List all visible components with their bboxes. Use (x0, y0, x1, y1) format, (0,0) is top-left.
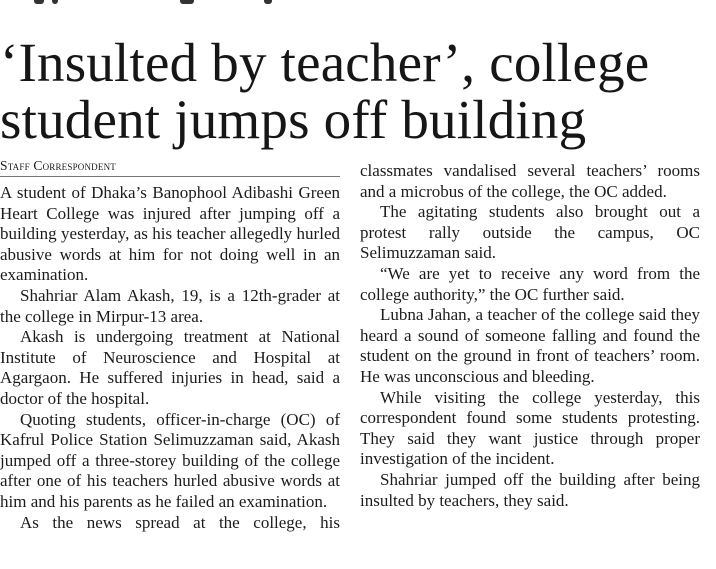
paragraph: A student of Dhaka’s Banophool Adibashi Green Heart College was injured after jumping off a building yesterday, as his teacher allegedly hurled abusive words at him for not doing well in an examination. (0, 183, 340, 285)
paragraph: Quoting students, officer-in-charge (OC) of Kafrul Police Station Selimuzzaman said, Akash jumped off a three-storey building of the college after one of his teachers hurled abusive words at him and his parents as he failed an examination. (0, 409, 340, 511)
paragraph: The agitating students also brought out a protest rally outside the campus, OC Selimuzzaman said. (360, 202, 700, 263)
paragraph: Akash is undergoing treatment at National Institute of Neuroscience and Hospital at Agargaon. He suffered injuries in head, said a doctor of the hospital. (0, 327, 340, 408)
byline: Staff Correspondent (0, 158, 116, 173)
article-headline (0, 34, 716, 148)
paragraph: Shahriar Alam Akash, 19, is a 12th-grader at the college in Mirpur-13 area. (0, 285, 340, 326)
paragraph: “We are yet to receive any word from the college authority,” the OC further said. (360, 263, 700, 304)
article-column-right (360, 161, 700, 511)
article-column-left (0, 183, 340, 533)
byline-divider (0, 176, 340, 177)
headline-line-2: student jumps off building (0, 89, 587, 150)
headline-line-1: ‘Insulted by teacher’, college (0, 32, 650, 93)
paragraph: As the news spread at the college, his (20, 512, 340, 532)
cropped-previous-text (0, 0, 716, 6)
paragraph: While visiting the college yesterday, this correspondent found some students protesting. They said they want justice through proper investigation of the incident. (360, 387, 700, 469)
paragraph: Shahriar jumped off the building after being insulted by teachers, they said. (360, 469, 700, 510)
paragraph: Lubna Jahan, a teacher of the college said they heard a sound of someone falling and found the student on the ground in front of teachers’ room. He was unconscious and bleeding. (360, 305, 700, 386)
paragraph: classmates vandalised several teachers’ rooms and a microbus of the college, the OC added. (360, 161, 700, 201)
